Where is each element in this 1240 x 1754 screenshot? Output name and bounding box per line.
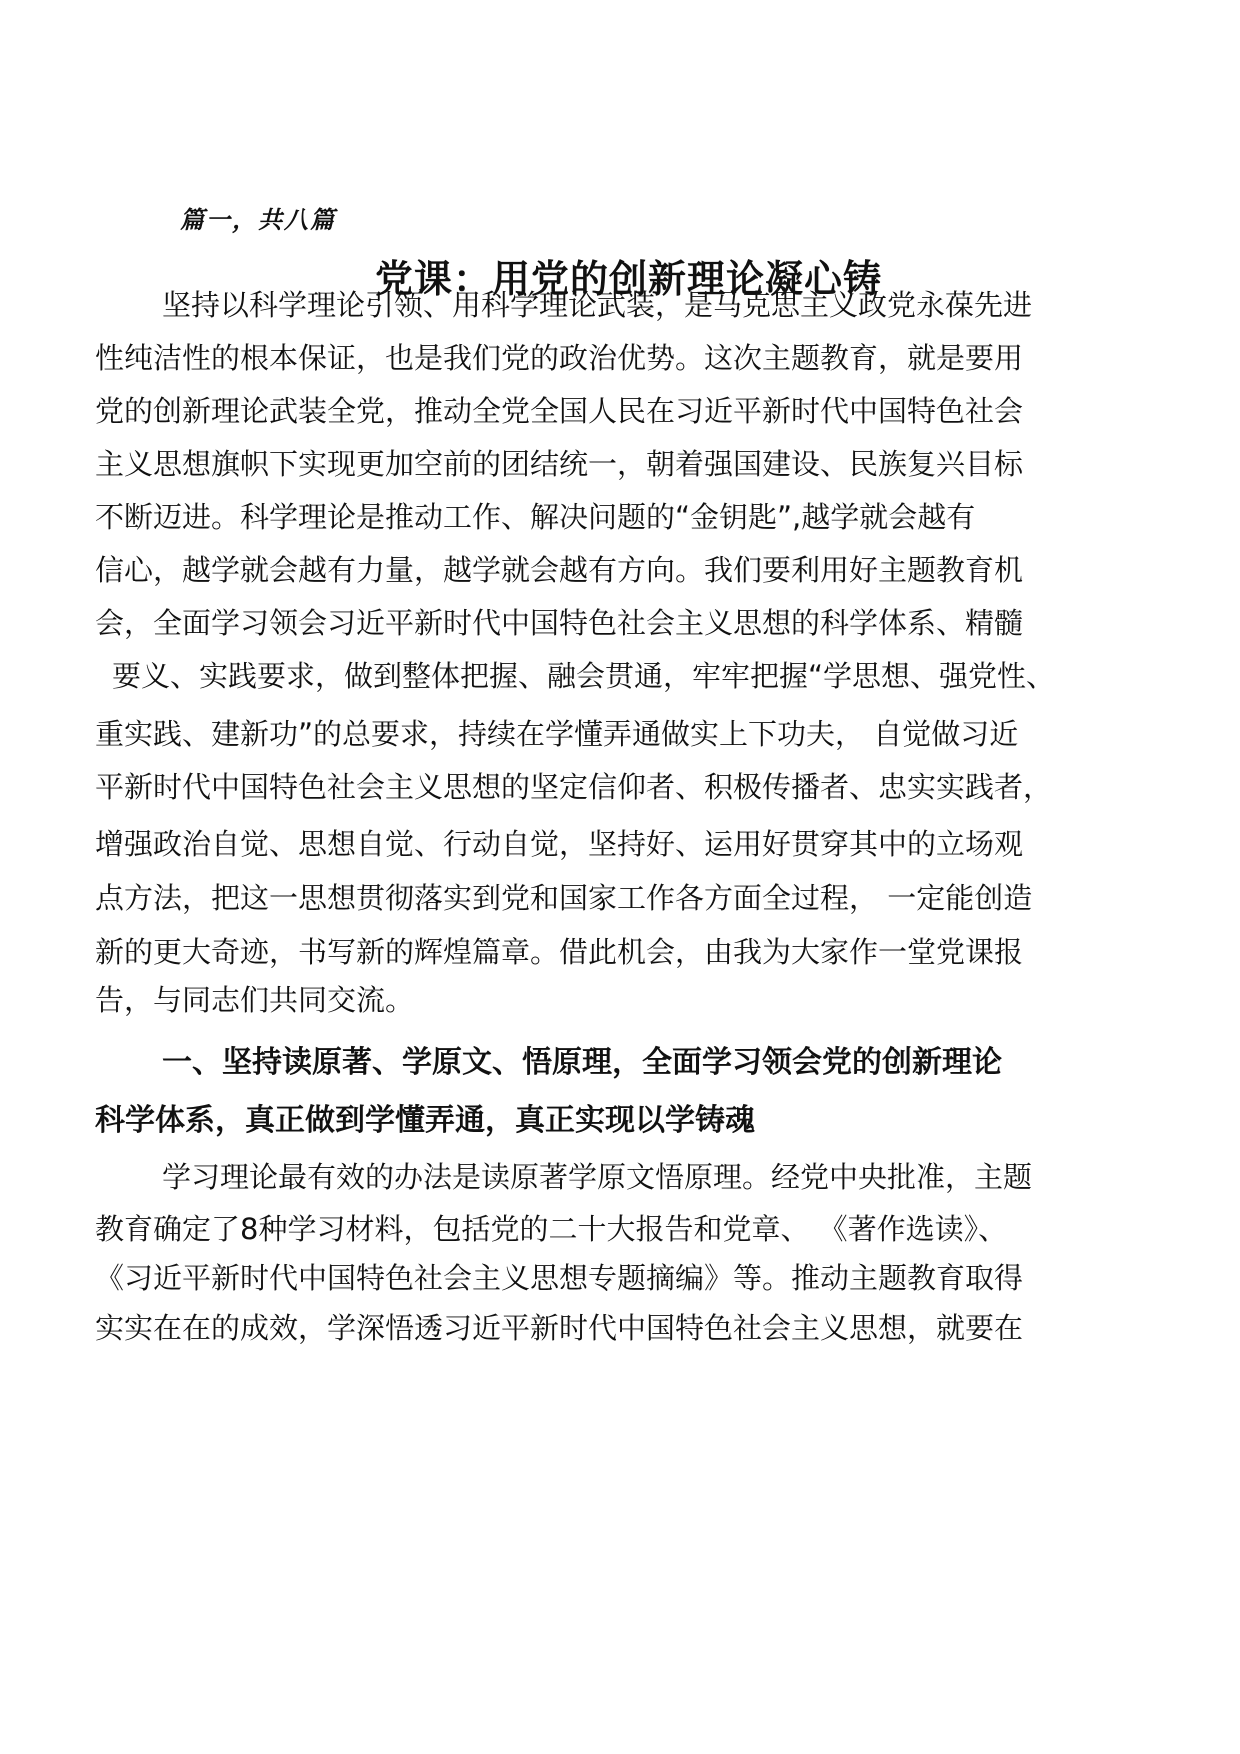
paragraph-line: 《习近平新时代中国特色社会主义思想专题摘编》等。推动主题教育取得 <box>95 1261 1024 1295</box>
paragraph-line: 要义、实践要求，做到整体把握、融会贯通，牢牢把握“学思想、强党性、 <box>112 659 1056 693</box>
paragraph-line: 性纯洁性的根本保证，也是我们党的政治优势。这次主题教育，就是要用 <box>95 341 1024 375</box>
section-heading-line: 一、坚持读原著、学原文、悟原理，全面学习领会党的创新理论 <box>162 1045 1002 1080</box>
paragraph-line: 坚持以科学理论引领、用科学理论武装，是马克思主义政党永葆先进 <box>162 288 1033 322</box>
paragraph-line: 会，全面学习领会习近平新时代中国特色社会主义思想的科学体系、精髓 <box>95 606 1024 640</box>
paragraph-line: 党的创新理论武装全党，推动全党全国人民在习近平新时代中国特色社会 <box>95 394 1024 428</box>
section-heading-line: 科学体系，真正做到学懂弄通，真正实现以学铸魂 <box>95 1103 755 1138</box>
paragraph-line: 新的更大奇迹，书写新的辉煌篇章。借此机会，由我为大家作一堂党课报 <box>95 935 1024 969</box>
paragraph-line: 重实践、建新功”的总要求，持续在学懂弄通做实上下功夫， 自觉做习近 <box>95 717 1019 751</box>
paragraph-line: 不断迈进。科学理论是推动工作、解决问题的“金钥匙”,越学就会越有 <box>95 500 976 534</box>
paragraph-line: 点方法，把这一思想贯彻落实到党和国家工作各方面全过程， 一定能创造 <box>95 881 1033 915</box>
paragraph-line: 增强政治自觉、思想自觉、行动自觉，坚持好、运用好贯穿其中的立场观 <box>95 827 1024 861</box>
series-label: 篇一，共八篇 <box>180 205 336 234</box>
document-title: 党课：用党的创新理论凝心铸 <box>375 257 883 301</box>
paragraph-line: 教育确定了8种学习材料，包括党的二十大报告和党章、 《著作选读》、 <box>95 1212 1008 1246</box>
paragraph-line: 实实在在的成效，学深悟透习近平新时代中国特色社会主义思想，就要在 <box>95 1311 1024 1345</box>
paragraph-line: 学习理论最有效的办法是读原著学原文悟原理。经党中央批准，主题 <box>162 1160 1033 1194</box>
paragraph-line: 平新时代中国特色社会主义思想的坚定信仰者、积极传播者、忠实实践者， <box>95 770 1053 804</box>
paragraph-line: 告，与同志们共同交流。 <box>95 983 415 1017</box>
paragraph-line: 主义思想旗帜下实现更加空前的团结统一，朝着强国建设、民族复兴目标 <box>95 447 1024 481</box>
paragraph-line: 信心，越学就会越有力量，越学就会越有方向。我们要利用好主题教育机 <box>95 553 1024 587</box>
